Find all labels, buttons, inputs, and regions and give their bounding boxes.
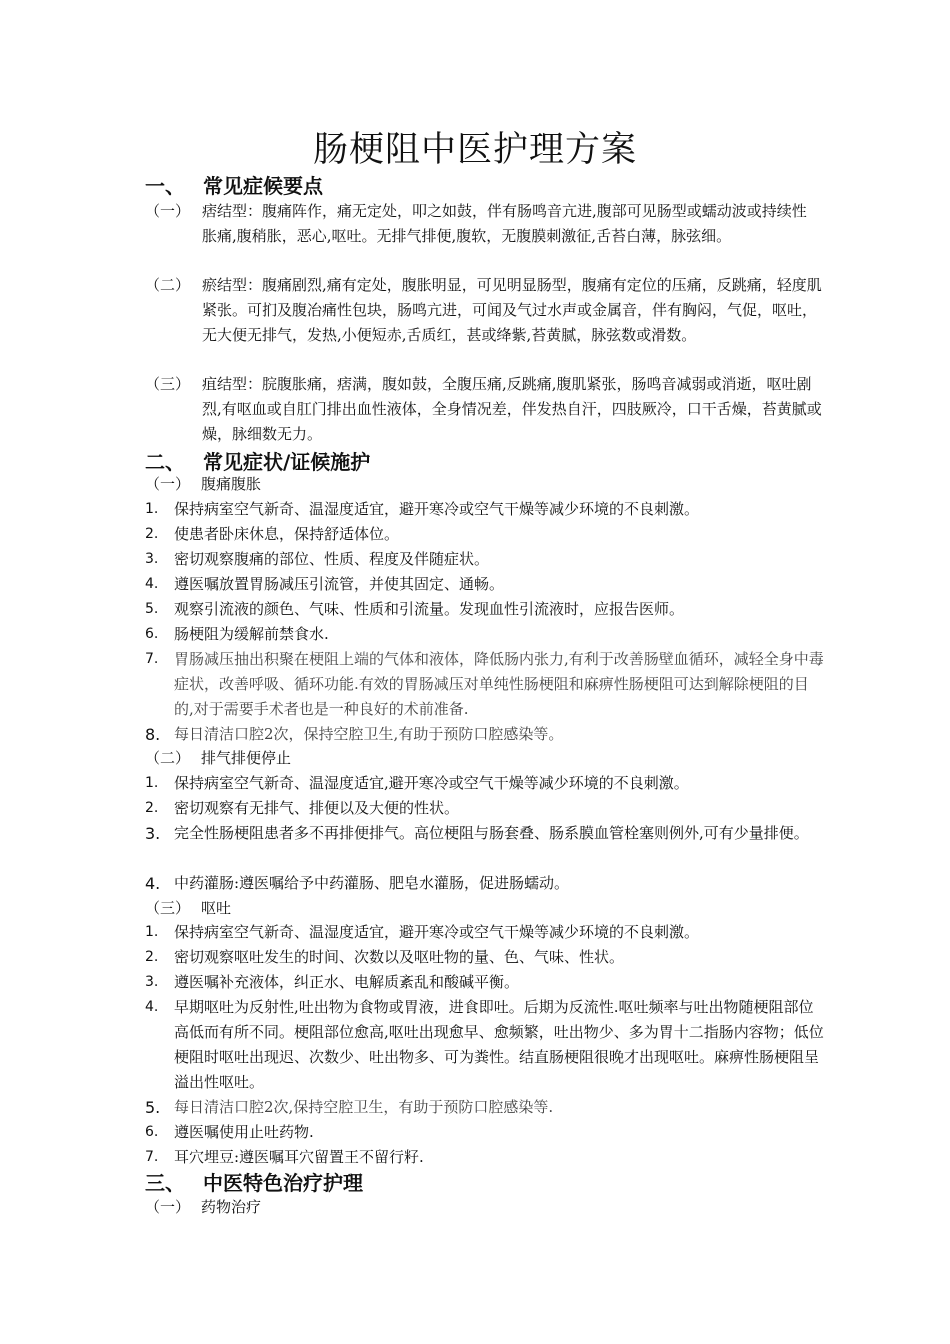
item-text: 密切观察呕吐发生的时间、次数以及呕吐物的量、色、气味、性状。 [174, 948, 625, 966]
item-number: 5. [145, 1098, 161, 1117]
section-title: 中医特色治疗护理 [203, 1171, 363, 1195]
list-item [145, 1145, 825, 1170]
item-number: 4. [145, 576, 159, 592]
item-number: 2. [145, 800, 159, 816]
item-number: 7. [145, 651, 159, 667]
list-item [145, 821, 825, 846]
list-item [145, 572, 825, 597]
subsection-number: （一） [145, 1198, 191, 1216]
list-item [145, 547, 825, 572]
list-item [145, 995, 825, 1095]
item-text: 早期呕吐为反射性,吐出物为食物或胃液，进食即吐。后期为反流性.呕吐频率与吐出物随梗阻部位高低而有所不同。梗阻部位愈高,呕吐出现愈早、愈频繁，吐出物少、多为胃十二指肠内容物；低位梗阻时呕吐出现迟、次数少、吐出物多、可为粪性。结直肠梗阻很晚才出现呕吐。麻痹性肠梗阻呈溢出性呕吐。 [174, 998, 824, 1091]
subsection-heading [145, 472, 261, 497]
list-item [145, 597, 825, 622]
subsection-number: （二） [145, 749, 191, 767]
item-text: 肠梗阻为缓解前禁食水. [174, 625, 329, 643]
item-number: 8. [145, 725, 161, 744]
section-heading-1 [145, 172, 323, 200]
subsection-number: （三） [145, 899, 191, 917]
item-text: 完全性肠梗阻患者多不再排便排气。高位梗阻与肠套叠、肠系膜血管栓塞则例外,可有少量排便。 [174, 824, 809, 842]
item-text: 观察引流液的颜色、气味、性质和引流量。发现血性引流液时，应报告医师。 [174, 600, 685, 618]
item-text: 遵医嘱使用止吐药物. [174, 1123, 314, 1141]
item-text: 胃肠减压抽出积聚在梗阻上端的气体和液体，降低肠内张力,有利于改善肠壁血循环，减轻全身中毒症状，改善呼吸、循环功能.有效的胃肠减压对单纯性肠梗阻和麻痹性肠梗阻可达到解除梗阻的目的,对于需要手术者也是一种良好的术前准备. [174, 650, 824, 718]
list-item [145, 1095, 825, 1120]
paragraph-number: （二） [145, 276, 191, 294]
item-text: 中药灌肠:遵医嘱给予中药灌肠、肥皂水灌肠，促进肠蠕动。 [174, 874, 570, 892]
item-number: 7. [145, 1149, 159, 1165]
item-text: 每日清洁口腔2次，保持空腔卫生,有助于预防口腔感染等。 [174, 725, 564, 743]
document-title: 肠梗阻中医护理方案 [312, 130, 637, 170]
item-number: 1. [145, 775, 159, 791]
item-number: 5. [145, 601, 159, 617]
list-item [145, 522, 825, 547]
paragraph [145, 199, 825, 249]
list-item [145, 1120, 825, 1145]
subsection-title: 排气排便停止 [201, 749, 292, 767]
list-item [145, 945, 825, 970]
section-number: 二、 [145, 450, 185, 474]
list-item [145, 871, 825, 896]
list-item [145, 497, 825, 522]
list-item [145, 647, 825, 722]
item-number: 4. [145, 999, 159, 1015]
paragraph-number: （三） [145, 375, 191, 393]
paragraph [145, 273, 825, 348]
subsection-title: 呕吐 [201, 899, 232, 917]
paragraph-text: 瘀结型：腹痛剧烈,痛有定处，腹胀明显，可见明显肠型，腹痛有定位的压痛，反跳痛，轻度肌紧张。可扪及腹冶痛性包块，肠鸣亢进，可闻及气过水声或金属音，伴有胸闷，气促，呕吐，无大便无排气，发热,小便短赤,舌质红，甚或绛紫,苔黄腻，脉弦数或滑数。 [202, 276, 822, 344]
item-text: 遵医嘱放置胃肠减压引流管，并使其固定、通畅。 [174, 575, 505, 593]
item-text: 耳穴埋豆:遵医嘱耳穴留置王不留行籽. [174, 1148, 424, 1166]
item-number: 6. [145, 1124, 159, 1140]
paragraph-text: 疽结型：脘腹胀痛，痞满，腹如鼓，全腹压痛,反跳痛,腹肌紧张，肠鸣音减弱或消逝，呕吐剧烈,有呕血或自肛门排出血性液体，全身情况差，伴发热自汗，四肢厥冷，口干舌燥，苔黄腻或燥，脉细数无力。 [202, 375, 822, 443]
section-number: 三、 [145, 1171, 185, 1195]
subsection-number: （一） [145, 475, 191, 493]
item-number: 6. [145, 626, 159, 642]
section-heading-3 [145, 1169, 363, 1197]
list-item [145, 722, 825, 747]
list-item [145, 920, 825, 945]
section-title: 常见症候要点 [203, 174, 323, 198]
item-text: 保持病室空气新奇、温湿度适宜,避开寒冷或空气干燥等减少环境的不良刺激。 [174, 774, 689, 792]
subsection-heading [145, 746, 291, 771]
item-number: 3. [145, 551, 159, 567]
item-text: 保持病室空气新奇、温湿度适宜，避开寒冷或空气干燥等减少环境的不良刺激。 [174, 500, 700, 518]
item-number: 1. [145, 924, 159, 940]
item-text: 每日清洁口腔2次,保持空腔卫生，有助于预防口腔感染等. [174, 1098, 554, 1116]
item-text: 遵医嘱补充液体，纠正水、电解质紊乱和酸碱平衡。 [174, 973, 520, 991]
item-number: 2. [145, 526, 159, 542]
item-number: 4. [145, 874, 161, 893]
item-text: 密切观察腹痛的部位、性质、程度及伴随症状。 [174, 550, 490, 568]
list-item [145, 970, 825, 995]
subsection-heading [145, 896, 231, 921]
section-title: 常见症状/证候施护 [203, 450, 371, 474]
item-number: 1. [145, 501, 159, 517]
list-item [145, 622, 825, 647]
item-number: 2. [145, 949, 159, 965]
subsection-heading [145, 1195, 261, 1220]
paragraph [145, 372, 825, 447]
item-number: 3. [145, 974, 159, 990]
subsection-title: 腹痛腹胀 [201, 475, 262, 493]
subsection-title: 药物治疗 [201, 1198, 262, 1216]
list-item [145, 771, 825, 796]
paragraph-text: 痞结型：腹痛阵作，痛无定处，叩之如鼓，伴有肠鸣音亢进,腹部可见肠型或蠕动波或持续性 胀痛,腹稍胀，恶心,呕吐。无排气排便,腹软，无腹膜刺激征,舌苔白薄，脉弦细。 [202, 202, 807, 245]
item-text: 保持病室空气新奇、温湿度适宜，避开寒冷或空气干燥等减少环境的不良刺激。 [174, 923, 700, 941]
section-number: 一、 [145, 174, 185, 198]
list-item [145, 796, 825, 821]
paragraph-number: （一） [145, 202, 191, 220]
item-text: 密切观察有无排气、排便以及大便的性状。 [174, 799, 460, 817]
item-text: 使患者卧床休息，保持舒适体位。 [174, 525, 400, 543]
item-number: 3. [145, 824, 161, 843]
